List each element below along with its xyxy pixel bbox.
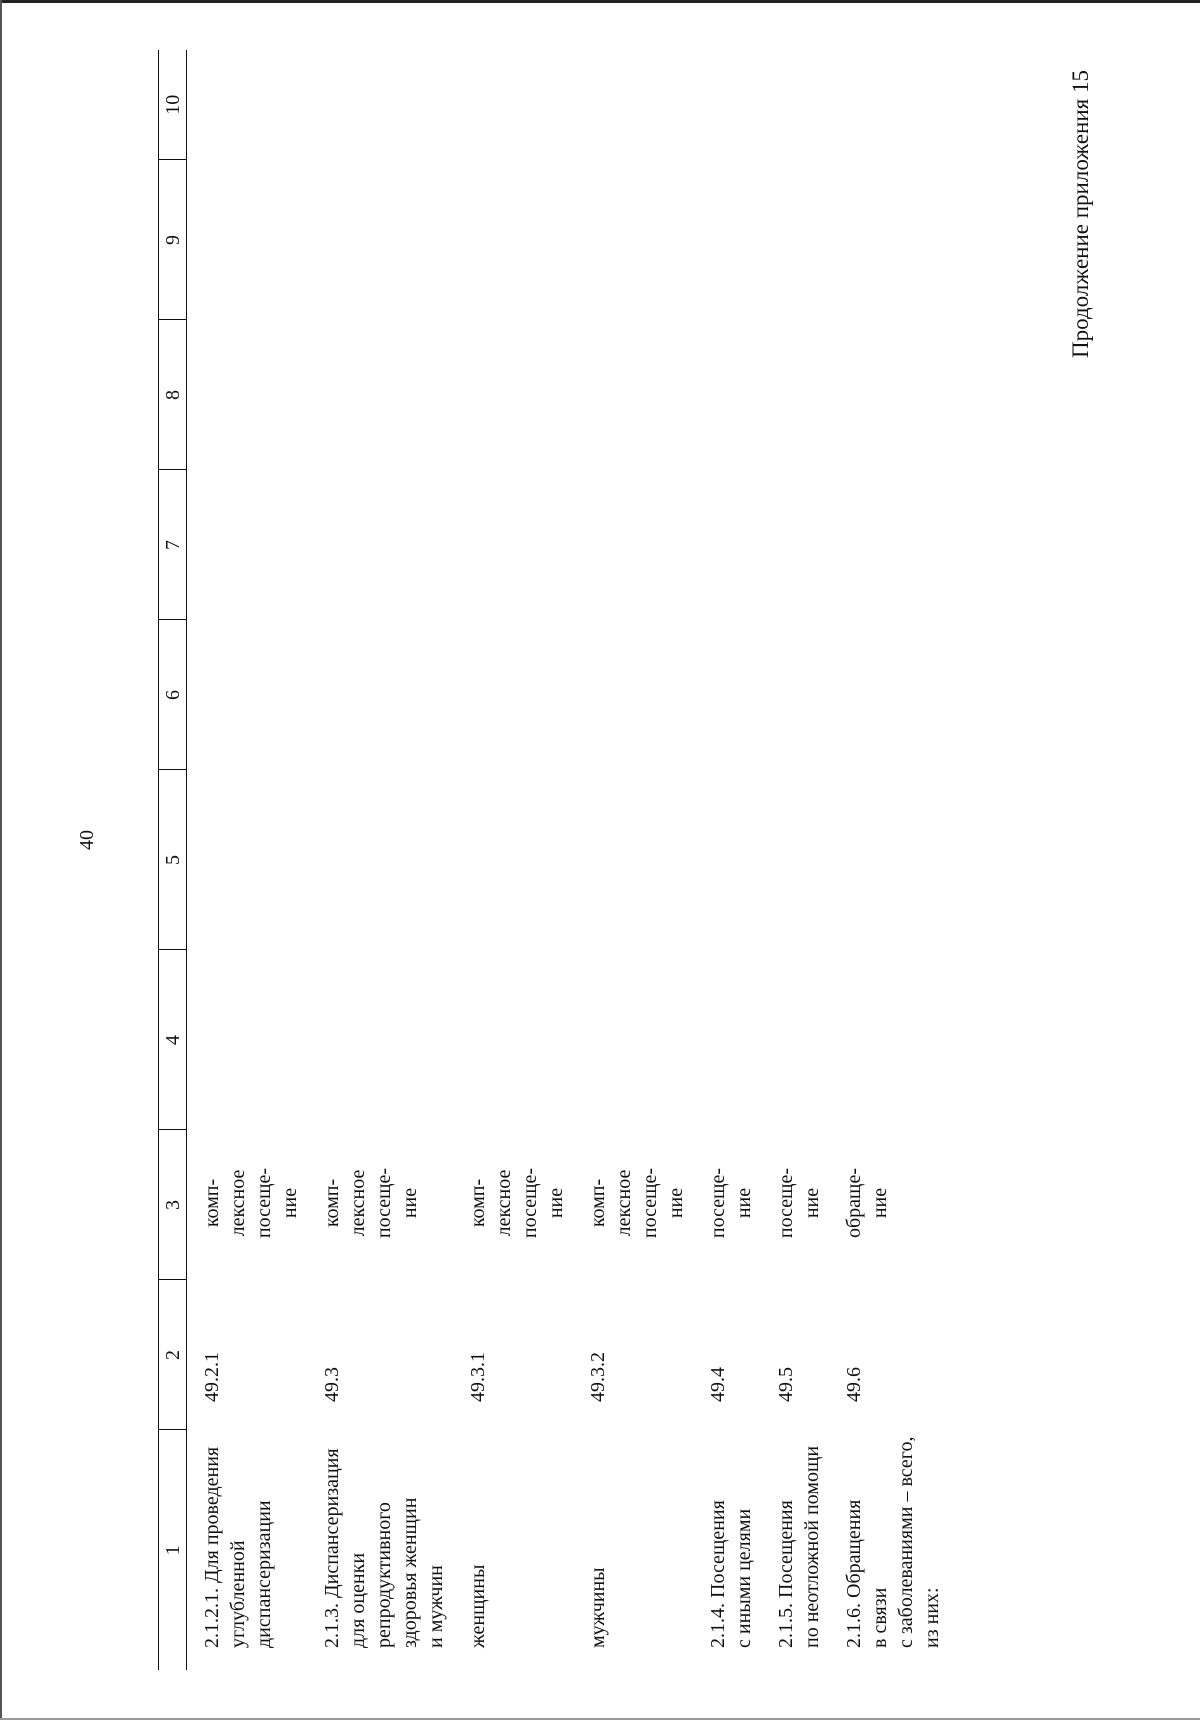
data-table (158, 50, 953, 1670)
table-row (187, 50, 312, 1670)
row-code: 49.3 (321, 1367, 343, 1402)
table-row (833, 50, 953, 1670)
empty-cell (833, 950, 953, 1130)
column-header: 5 (159, 770, 187, 950)
column-header: 1 (159, 1430, 187, 1670)
indicator-name: женщины (467, 1564, 489, 1648)
table-header-row (159, 50, 187, 1670)
empty-cell (457, 470, 577, 620)
empty-cell (311, 950, 457, 1130)
empty-cell (187, 950, 312, 1130)
empty-cell (765, 470, 833, 620)
empty-cell (187, 320, 312, 470)
table-row (697, 50, 765, 1670)
empty-cell (311, 470, 457, 620)
column-header: 10 (159, 50, 187, 160)
empty-cell (187, 50, 312, 160)
column-header: 8 (159, 320, 187, 470)
empty-cell (697, 470, 765, 620)
empty-cell (457, 50, 577, 160)
empty-cell (457, 950, 577, 1130)
column-header: 7 (159, 470, 187, 620)
empty-cell (577, 320, 697, 470)
empty-cell (311, 620, 457, 770)
indicator-name: 2.1.3. Диспансеризация для оценки репродуктивного здоровья женщин и мужчин (321, 1448, 447, 1648)
empty-cell (697, 160, 765, 320)
empty-cell (577, 770, 697, 950)
unit-of-measure: комп- лексное посеще- ние (321, 1167, 421, 1239)
unit-of-measure: посеще- ние (775, 1167, 823, 1239)
column-header: 9 (159, 160, 187, 320)
indicator-name: 2.1.6. Обращения в связи с заболеваниями – всего, из них: (843, 1436, 943, 1648)
row-code: 49.3.1 (467, 1352, 489, 1402)
row-code: 49.6 (843, 1367, 865, 1402)
empty-cell (577, 950, 697, 1130)
empty-cell (311, 770, 457, 950)
table-row (765, 50, 833, 1670)
unit-of-measure: посеще- ние (707, 1167, 755, 1239)
empty-cell (833, 620, 953, 770)
empty-cell (833, 320, 953, 470)
empty-cell (457, 620, 577, 770)
empty-cell (187, 620, 312, 770)
empty-cell (577, 160, 697, 320)
empty-cell (833, 470, 953, 620)
table-row (457, 50, 577, 1670)
indicator-name: 2.1.5. Посещения по неотложной помощи (775, 1445, 823, 1648)
indicator-name: мужчины (587, 1567, 609, 1648)
empty-cell (697, 320, 765, 470)
empty-cell (577, 620, 697, 770)
empty-cell (765, 50, 833, 160)
unit-of-measure: комп- лексное посеще- ние (587, 1167, 687, 1239)
empty-cell (311, 50, 457, 160)
unit-of-measure: обраще- ние (843, 1168, 891, 1238)
empty-cell (457, 770, 577, 950)
page-number: 40 (76, 830, 98, 850)
row-code: 49.3.2 (587, 1352, 609, 1402)
empty-cell (765, 320, 833, 470)
empty-cell (833, 160, 953, 320)
row-code: 49.4 (707, 1367, 729, 1402)
appendix-continuation-title: Продолжение приложения 15 (1068, 70, 1093, 358)
table-row (577, 50, 697, 1670)
empty-cell (187, 160, 312, 320)
empty-cell (577, 50, 697, 160)
empty-cell (765, 950, 833, 1130)
empty-cell (765, 160, 833, 320)
empty-cell (457, 160, 577, 320)
empty-cell (697, 950, 765, 1130)
empty-cell (697, 620, 765, 770)
empty-cell (311, 160, 457, 320)
unit-of-measure: комп- лексное посеще- ние (467, 1167, 567, 1239)
empty-cell (311, 320, 457, 470)
column-header: 2 (159, 1280, 187, 1430)
row-code: 49.2.1 (201, 1352, 223, 1402)
unit-of-measure: комп- лексное посеще- ние (201, 1167, 301, 1239)
column-header: 6 (159, 620, 187, 770)
empty-cell (833, 770, 953, 950)
column-header: 3 (159, 1130, 187, 1280)
empty-cell (765, 620, 833, 770)
empty-cell (187, 770, 312, 950)
column-header: 4 (159, 950, 187, 1130)
empty-cell (833, 50, 953, 160)
empty-cell (187, 470, 312, 620)
indicator-name: 2.1.4. Посещения с иными целями (707, 1500, 755, 1648)
empty-cell (457, 320, 577, 470)
empty-cell (697, 770, 765, 950)
empty-cell (765, 770, 833, 950)
empty-cell (697, 50, 765, 160)
table-row (311, 50, 457, 1670)
empty-cell (577, 470, 697, 620)
row-code: 49.5 (775, 1367, 797, 1402)
indicator-name: 2.1.2.1. Для проведения углубленной диспансеризации (201, 1446, 275, 1648)
